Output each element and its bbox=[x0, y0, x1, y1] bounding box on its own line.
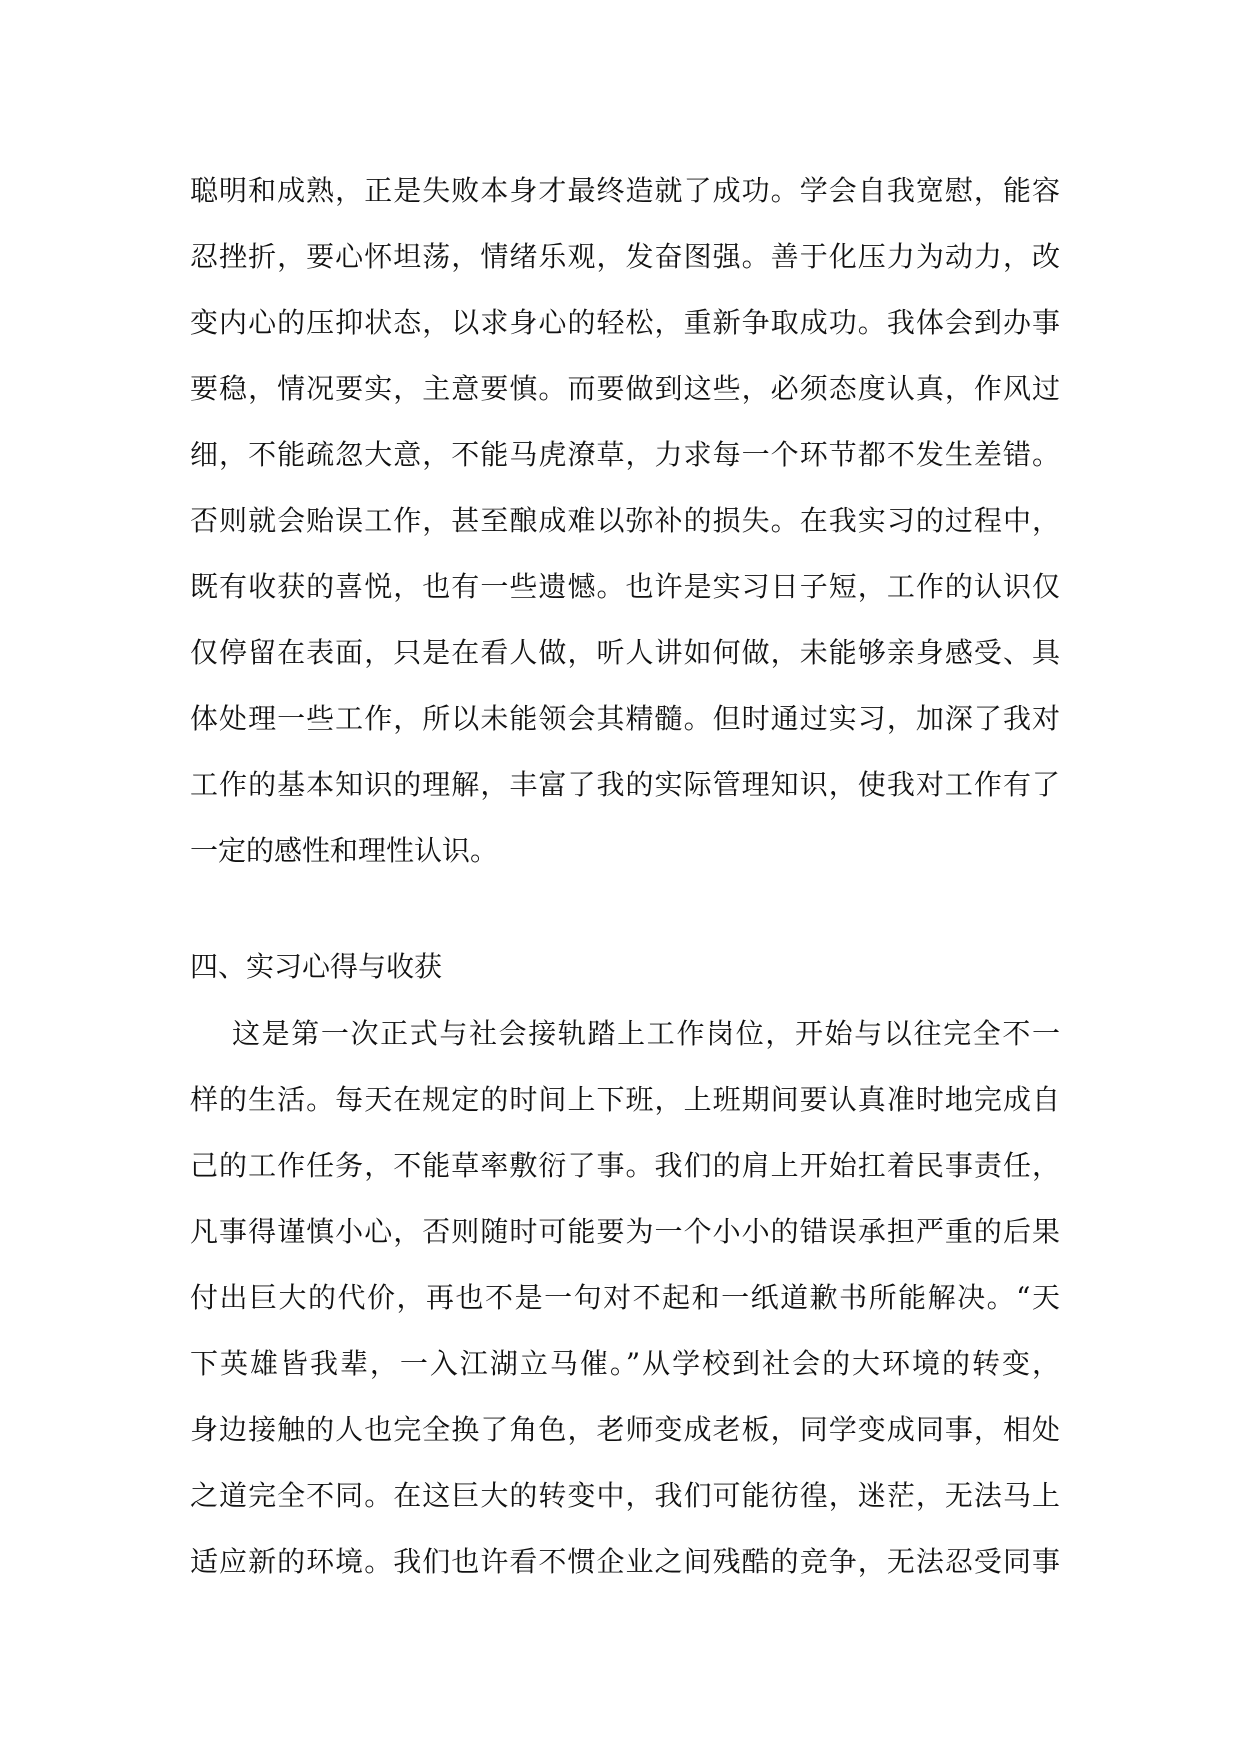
text-line: 之道完全不同。在这巨大的转变中，我们可能彷徨，迷茫，无法马上 bbox=[190, 1479, 1060, 1512]
text-line: 聪明和成熟，正是失败本身才最终造就了成功。学会自我宽慰，能容 bbox=[190, 174, 1060, 207]
text-line: 忍挫折，要心怀坦荡，情绪乐观，发奋图强。善于化压力为动力，改 bbox=[190, 240, 1060, 273]
text-line: 细，不能疏忽大意，不能马虎潦草，力求每一个环节都不发生差错。 bbox=[190, 438, 1060, 471]
text-line: 己的工作任务，不能草率敷衍了事。我们的肩上开始扛着民事责任， bbox=[190, 1149, 1060, 1182]
text-line: 适应新的环境。我们也许看不惯企业之间残酷的竞争，无法忍受同事 bbox=[190, 1545, 1060, 1578]
text-line: 既有收获的喜悦，也有一些遗憾。也许是实习日子短，工作的认识仅 bbox=[190, 570, 1060, 603]
section-heading bbox=[190, 934, 1060, 1000]
text-line: 下英雄皆我辈，一入江湖立马催。”从学校到社会的大环境的转变， bbox=[190, 1347, 1060, 1380]
text-line: 工作的基本知识的理解，丰富了我的实际管理知识，使我对工作有了 bbox=[190, 768, 1060, 801]
text-line: 变内心的压抑状态，以求身心的轻松，重新争取成功。我体会到办事 bbox=[190, 306, 1060, 339]
section-heading-text: 四、实习心得与收获 bbox=[190, 950, 443, 983]
paragraph-continued bbox=[190, 158, 1060, 884]
text-line: 这是第一次正式与社会接轨踏上工作岗位，开始与以往完全不一 bbox=[232, 1017, 1060, 1050]
text-line: 否则就会贻误工作，甚至酿成难以弥补的损失。在我实习的过程中， bbox=[190, 504, 1060, 537]
text-line: 一定的感性和理性认识。 bbox=[190, 834, 499, 867]
text-line: 体处理一些工作，所以未能领会其精髓。但时通过实习，加深了我对 bbox=[190, 702, 1060, 735]
paragraph bbox=[190, 1001, 1060, 1595]
text-line: 凡事得谨慎小心，否则随时可能要为一个小小的错误承担严重的后果 bbox=[190, 1215, 1060, 1248]
text-line: 要稳，情况要实，主意要慎。而要做到这些，必须态度认真，作风过 bbox=[190, 372, 1060, 405]
text-line: 身边接触的人也完全换了角色，老师变成老板，同学变成同事，相处 bbox=[190, 1413, 1060, 1446]
text-line: 付出巨大的代价，再也不是一句对不起和一纸道歉书所能解决。“天 bbox=[190, 1281, 1060, 1314]
text-line: 样的生活。每天在规定的时间上下班，上班期间要认真准时地完成自 bbox=[190, 1083, 1060, 1116]
text-line: 仅停留在表面，只是在看人做，听人讲如何做，未能够亲身感受、具 bbox=[190, 636, 1060, 669]
